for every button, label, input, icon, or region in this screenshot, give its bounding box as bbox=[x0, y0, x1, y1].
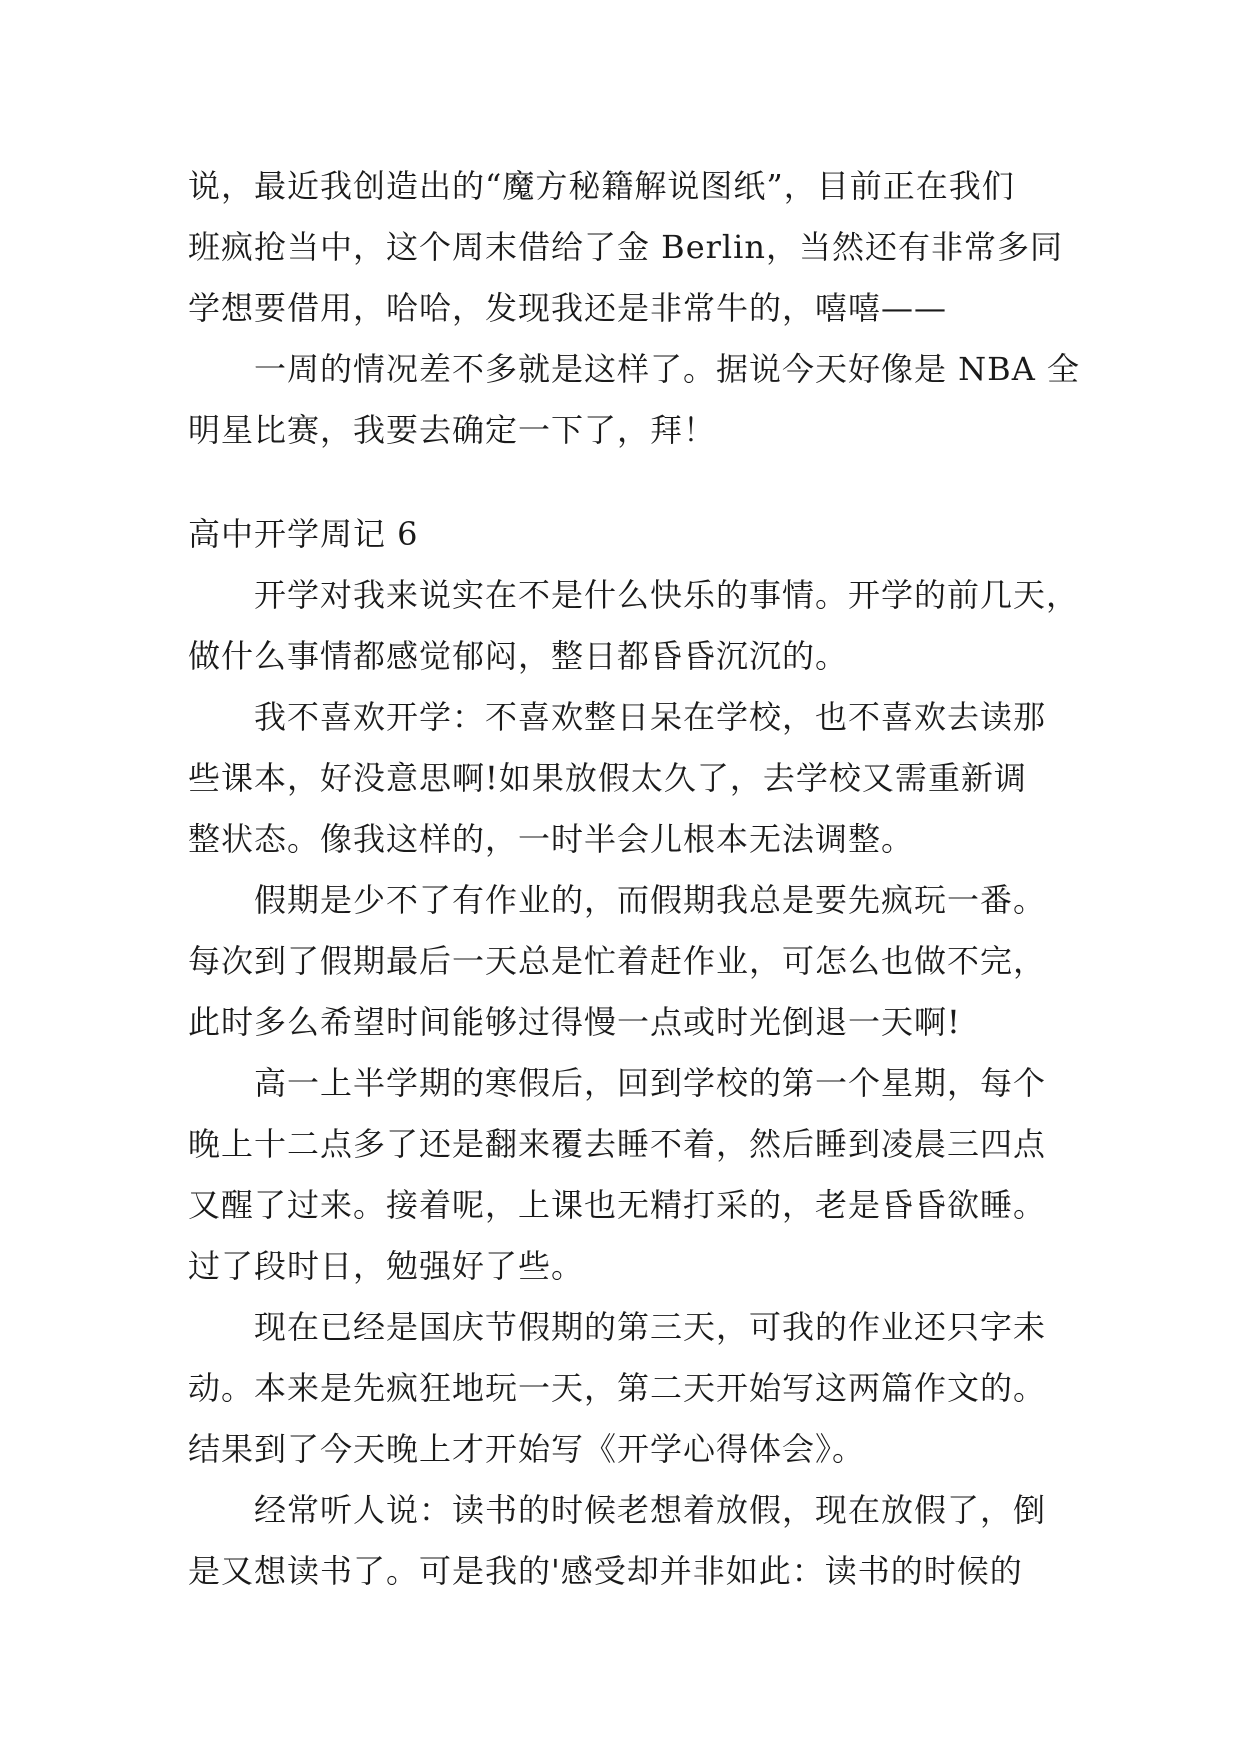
text-line: 高一上半学期的寒假后，回到学校的第一个星期，每个 bbox=[254, 1064, 1047, 1102]
text-line: 是又想读书了。可是我的'感受却并非如此：读书的时候的 bbox=[188, 1552, 1023, 1590]
text-line: 整状态。像我这样的，一时半会儿根本无法调整。 bbox=[188, 820, 915, 858]
text-line: 经常听人说：读书的时候老想着放假，现在放假了，倒 bbox=[254, 1491, 1047, 1529]
text-line: 说，最近我创造出的“魔方秘籍解说图纸”，目前正在我们 bbox=[188, 167, 1015, 205]
text-line: 些课本，好没意思啊!如果放假太久了，去学校又需重新调 bbox=[188, 759, 1027, 797]
text-line: 晚上十二点多了还是翻来覆去睡不着，然后睡到凌晨三四点 bbox=[188, 1125, 1047, 1163]
text-line: 假期是少不了有作业的，而假期我总是要先疯玩一番。 bbox=[254, 881, 1047, 919]
text-line: 结果到了今天晚上才开始写《开学心得体会》。 bbox=[188, 1430, 866, 1468]
text-line: 班疯抢当中，这个周末借给了金 Berlin，当然还有非常多同 bbox=[188, 228, 1064, 266]
text-line: 又醒了过来。接着呢，上课也无精打采的，老是昏昏欲睡。 bbox=[188, 1186, 1047, 1224]
text-line: 我不喜欢开学：不喜欢整日呆在学校，也不喜欢去读那 bbox=[254, 698, 1047, 736]
text-line: 每次到了假期最后一天总是忙着赶作业，可怎么也做不完， bbox=[188, 942, 1047, 980]
text-line: 做什么事情都感觉郁闷，整日都昏昏沉沉的。 bbox=[188, 637, 849, 675]
text-line: 明星比赛，我要去确定一下了，拜！ bbox=[188, 411, 717, 449]
section-title: 高中开学周记 6 bbox=[188, 515, 419, 553]
text-line: 开学对我来说实在不是什么快乐的事情。开学的前几天， bbox=[254, 576, 1080, 614]
text-line: 一周的情况差不多就是这样了。据说今天好像是 NBA 全 bbox=[254, 350, 1080, 388]
text-line: 此时多么希望时间能够过得慢一点或时光倒退一天啊! bbox=[188, 1003, 961, 1041]
text-line: 动。本来是先疯狂地玩一天，第二天开始写这两篇作文的。 bbox=[188, 1369, 1047, 1407]
text-line: 过了段时日，勉强好了些。 bbox=[188, 1247, 585, 1285]
text-line: 学想要借用，哈哈，发现我还是非常牛的，嘻嘻—— bbox=[188, 289, 948, 327]
text-line: 现在已经是国庆节假期的第三天，可我的作业还只字未 bbox=[254, 1308, 1047, 1346]
